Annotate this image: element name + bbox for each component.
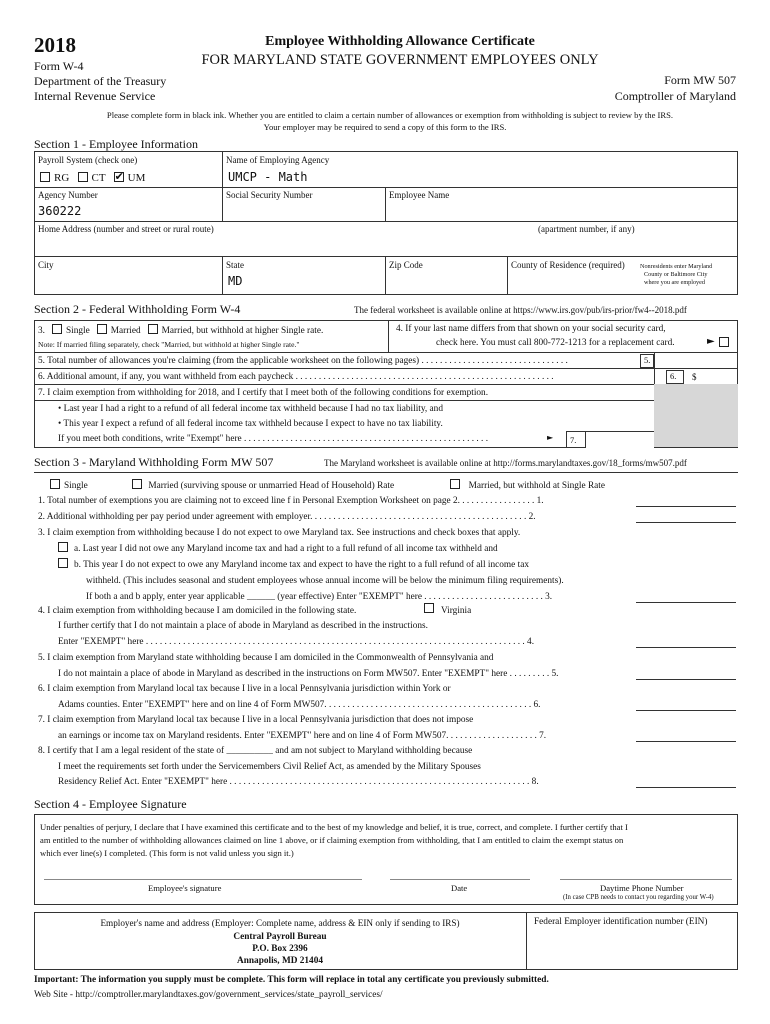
md-married-checkbox[interactable] xyxy=(132,479,142,489)
md-line3d: If both a and b apply, enter year applicable ______ (year effective) Enter "EXEMPT" here . . . . . . . . . . . . . . . . . . . . . . . . . . 3. xyxy=(86,592,553,602)
line7-number: 7. xyxy=(566,431,586,448)
md-line3b-checkbox[interactable] xyxy=(58,558,68,568)
md-line8c: Residency Relief Act. Enter "EXEMPT" here . . . . . . . . . . . . . . . . . . . . . . . . . . . . . . . . . . . . . . . . . . . . . . . . . . . . . . . . . . . . . . . . . 8. xyxy=(58,777,539,787)
md-line3b: b. This year I do not expect to owe any Maryland income tax and expect to have the right to a full refund of all income tax xyxy=(74,560,529,570)
line7-bullet-1: • Last year I had a right to a refund of all federal income tax withheld because I had no tax liability, and xyxy=(58,404,443,414)
md-line5: 5. I claim exemption from Maryland state withholding because I am domiciled in the Commonwealth of Pennsylvania and xyxy=(38,653,494,663)
state-label: State xyxy=(226,260,244,270)
phone-label: Daytime Phone Number xyxy=(600,883,684,893)
line4-text-2: check here. You must call 800-772-1213 for a replacement card. xyxy=(436,338,675,348)
apartment-label: (apartment number, if any) xyxy=(538,224,635,234)
agency-name-label: Name of Employing Agency xyxy=(226,155,330,165)
city-label: City xyxy=(38,260,54,270)
nonresident-note xyxy=(640,263,712,287)
md-line4-field[interactable] xyxy=(636,647,736,648)
md-line6: 6. I claim exemption from Maryland local tax because I live in a local Pennsylvania jurisdiction within York or xyxy=(38,684,451,694)
employer-label: Employer's name and address (Employer: Complete name, address & EIN only if sending to IRS) xyxy=(100,918,460,928)
payroll-rg-checkbox[interactable] xyxy=(40,172,50,182)
nonresident-note-1: Nonresidents enter Maryland xyxy=(640,263,713,270)
virginia-checkbox[interactable] xyxy=(424,603,434,613)
fed-single-checkbox[interactable] xyxy=(52,324,62,334)
fed-married-higher-label: Married, but withhold at higher Single rate. xyxy=(161,326,324,336)
section1-title: Section 1 - Employee Information xyxy=(34,137,198,151)
md-line7b: an earnings or income tax on Maryland residents. Enter "EXEMPT" here and on line 4 of Form MW507. . . . . . . . . . . . . . . . . . . . 7. xyxy=(58,731,547,741)
md-line5b: I do not maintain a place of abode in Maryland as described in the instructions on Form MW507. Enter "EXEMPT" here . . . . . . . . . 5. xyxy=(58,669,559,679)
form-year: 2018 xyxy=(34,33,76,57)
fed-married-checkbox[interactable] xyxy=(97,324,107,334)
zip-label: Zip Code xyxy=(389,260,423,270)
payroll-system-label: Payroll System (check one) xyxy=(38,155,138,165)
md-line2: 2. Additional withholding per pay period under agreement with employer. . . . . . . . . . . . . . . . . . . . . . . . . . . . . . . . . . . . . . . . . . . . . . . 2. xyxy=(38,512,536,522)
line6-dollar: $ xyxy=(692,372,697,382)
arrow-right-icon: ► xyxy=(547,433,554,442)
fed-single-label: Single xyxy=(65,326,90,336)
md-line3-field[interactable] xyxy=(636,602,736,603)
fed-married-higher-checkbox[interactable] xyxy=(148,324,158,334)
md-line3: 3. I claim exemption from withholding because I do not expect to owe Maryland tax. See instructions and check boxes that apply. xyxy=(38,528,521,538)
md-line3c: withheld. (This includes seasonal and student employees whose annual income will be below the minimum filing requirements). xyxy=(86,576,564,586)
instructions-line-1: Please complete form in black ink. Whether you are entitled to claim a certain number of allowances or exemption from withholding is subject to review by the IRS. xyxy=(106,110,674,120)
instructions-line-2: Your employer may be required to send a copy of this form to the IRS. xyxy=(263,122,507,132)
line5-text: 5. Total number of allowances you're claiming (from the applicable worksheet on the following pages) . . . . . . . . . . . . . . . . . . . . . . . . . . . . . . . . xyxy=(38,356,568,366)
line5-field[interactable] xyxy=(654,354,738,368)
form-title: Employee Withholding Allowance Certificate xyxy=(265,34,535,49)
irs-label: Internal Revenue Service xyxy=(34,89,156,103)
home-address-label: Home Address (number and street or rural route) xyxy=(38,224,214,234)
employer-po: P.O. Box 2396 xyxy=(252,944,308,954)
line6-number: 6. xyxy=(666,370,684,384)
md-single-checkbox[interactable] xyxy=(50,479,60,489)
md-filing-status xyxy=(50,479,88,491)
employee-signature-field[interactable] xyxy=(44,879,362,880)
employer-city: Annapolis, MD 21404 xyxy=(236,956,323,966)
perjury-line-1: Under penalties of perjury, I declare that I have examined this certificate and to the best of my knowledge and belief, it is true, correct, and complete. I further certify that I xyxy=(40,822,628,832)
section2-title: Section 2 - Federal Withholding Form W-4 xyxy=(34,302,241,316)
dept-treasury: Department of the Treasury xyxy=(34,74,167,88)
nonresident-note-2: County or Baltimore City xyxy=(644,271,708,278)
md-line1-field[interactable] xyxy=(636,506,736,507)
agency-name-field[interactable]: UMCP - Math xyxy=(228,170,308,184)
arrow-right-icon: ► xyxy=(707,336,715,347)
md-line7: 7. I claim exemption from Maryland local tax because I live in a local Pennsylvania jurisdiction that does not impose xyxy=(38,715,474,725)
md-line7-field[interactable] xyxy=(636,741,736,742)
phone-note: (In case CPB needs to contact you regarding your W-4) xyxy=(563,894,714,901)
md-line1: 1. Total number of exemptions you are claiming not to exceed line f in Personal Exemption Worksheet on page 2. . . . . . . . . . . . . . . . . 1. xyxy=(38,496,544,506)
md-married-higher-checkbox[interactable] xyxy=(450,479,460,489)
payroll-ct-label: CT xyxy=(91,172,106,184)
fed-filing-status xyxy=(38,324,323,336)
md-line2-field[interactable] xyxy=(636,522,736,523)
payroll-um-label: UM xyxy=(127,172,146,184)
employee-name-label: Employee Name xyxy=(389,190,450,200)
website-link[interactable]: Web Site - http://comptroller.marylandtaxes.gov/government_services/state_payroll_services/ xyxy=(34,990,383,1000)
md-line8b: I meet the requirements set forth under the Servicemembers Civil Relief Act, as amended by the Military Spouses xyxy=(58,762,481,772)
line3-note: Note: If married filing separately, check "Married, but withhold at higher Single rate." xyxy=(38,340,300,349)
date-label: Date xyxy=(451,883,468,893)
md-line8: 8. I certify that I am a legal resident of the state of __________ and am not subject to Maryland withholding because xyxy=(38,746,473,756)
federal-worksheet-note: The federal worksheet is available online at https://www.irs.gov/pub/irs-prior/fw4--2018.pdf xyxy=(354,305,687,315)
payroll-options xyxy=(40,172,145,184)
state-field[interactable]: MD xyxy=(228,274,243,288)
line7-conditions: If you meet both conditions, write "Exempt" here . . . . . . . . . . . . . . . . . . . . . . . . . . . . . . . . . . . . . . . . . . . . . . . . . . . . . xyxy=(58,434,489,444)
ssn-label: Social Security Number xyxy=(226,190,313,200)
section4-title: Section 4 - Employee Signature xyxy=(34,797,187,811)
payroll-ct-checkbox[interactable] xyxy=(78,172,88,182)
line7-field[interactable] xyxy=(586,431,654,448)
shaded-area xyxy=(654,384,738,447)
md-line4: 4. I claim exemption from withholding because I am domiciled in the following state. xyxy=(38,606,357,616)
section3-title: Section 3 - Maryland Withholding Form MW 507 xyxy=(34,455,274,469)
name-differs-checkbox[interactable] xyxy=(719,337,729,347)
ein-label: Federal Employer identification number (EIN) xyxy=(534,917,708,927)
md-married-higher-option xyxy=(450,479,605,491)
payroll-um-checkbox[interactable] xyxy=(114,172,124,182)
virginia-label: Virginia xyxy=(441,606,472,616)
form-subtitle: FOR MARYLAND STATE GOVERNMENT EMPLOYEES ONLY xyxy=(201,52,599,68)
perjury-line-3: which ever line(s) I completed. (This form is not valid unless you sign it.) xyxy=(40,848,294,858)
md-line6b: Adams counties. Enter "EXEMPT" here and on line 4 of Form MW507. . . . . . . . . . . . . . . . . . . . . . . . . . . . . . . . . . . . . . . . . . . . . 6. xyxy=(58,700,541,710)
line5-number: 5. xyxy=(640,354,654,368)
line6-text: 6. Additional amount, if any, you want withheld from each paycheck . . . . . . . . . . . . . . . . . . . . . . . . . . . . . . . . . . . . . . . . . . . . . . . . . . . . . . . . xyxy=(38,372,554,382)
nonresident-note-3: where you are employed xyxy=(644,279,705,286)
line3-number: 3. xyxy=(38,326,45,336)
md-line6-field[interactable] xyxy=(636,710,736,711)
payroll-rg-label: RG xyxy=(54,172,70,184)
form-mw507-label: Form MW 507 xyxy=(664,73,736,87)
md-line8-field[interactable] xyxy=(636,787,736,788)
employer-name: Central Payroll Bureau xyxy=(233,932,327,942)
date-field[interactable] xyxy=(390,879,530,880)
line7-text: 7. I claim exemption from withholding for 2018, and I certify that I meet both of the following conditions for exemption. xyxy=(38,388,489,398)
md-married-option xyxy=(132,479,394,491)
fed-married-label: Married xyxy=(110,326,141,336)
md-line5-field[interactable] xyxy=(636,679,736,680)
line4-text-1: 4. If your last name differs from that shown on your social security card, xyxy=(396,324,666,334)
perjury-line-2: am entitled to the number of withholding allowances claimed on line 1 above, or if claiming exemption from withholding, that I am entitled to claim the exempt status on xyxy=(40,835,624,845)
md-single-label: Single xyxy=(64,481,88,491)
agency-number-field[interactable]: 360222 xyxy=(38,204,82,218)
md-line4c: Enter "EXEMPT" here . . . . . . . . . . . . . . . . . . . . . . . . . . . . . . . . . . . . . . . . . . . . . . . . . . . . . . . . . . . . . . . . . . . . . . . . . . . . . . . . . . 4. xyxy=(58,637,535,647)
comptroller-label: Comptroller of Maryland xyxy=(614,89,736,103)
form-w4-label: Form W-4 xyxy=(34,59,84,73)
phone-field[interactable] xyxy=(560,879,732,880)
ein-field[interactable] xyxy=(527,930,737,969)
md-married-label: Married (surviving spouse or unmarried Head of Household) Rate xyxy=(148,481,395,491)
md-line3a: a. Last year I did not owe any Maryland income tax and had a right to a full refund of all income tax withheld and xyxy=(74,544,498,554)
important-note: Important: The information you supply must be complete. This form will replace in total any certificate you previously submitted. xyxy=(34,975,549,985)
county-label: County of Residence (required) xyxy=(511,260,625,270)
agency-number-label: Agency Number xyxy=(38,190,98,200)
md-married-higher-label: Married, but withhold at Single Rate xyxy=(468,481,605,491)
md-line3a-checkbox[interactable] xyxy=(58,542,68,552)
employee-signature-label: Employee's signature xyxy=(148,883,222,893)
line7-bullet-2: • This year I expect a refund of all federal income tax withheld because I expect to have no tax liability. xyxy=(58,419,443,429)
maryland-worksheet-note: The Maryland worksheet is available online at http://forms.marylandtaxes.gov/18_forms/mw507.pdf xyxy=(324,458,687,468)
md-line4b: I further certify that I do not maintain a place of abode in Maryland as described in the instructions. xyxy=(58,621,428,631)
